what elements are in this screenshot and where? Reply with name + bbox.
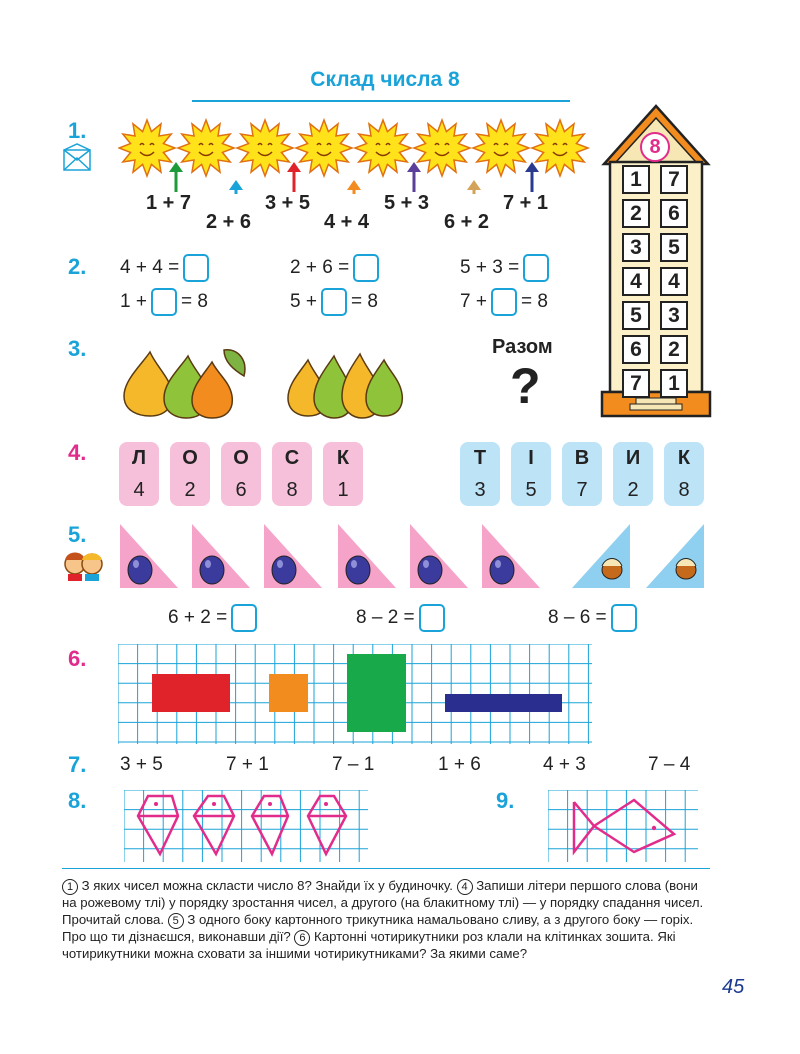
card-number: 1: [337, 478, 349, 501]
sum-6-2: 6 + 2: [444, 211, 490, 233]
task-number-5: 5.: [68, 522, 87, 547]
card-number: 5: [525, 478, 537, 501]
answer-box[interactable]: [491, 288, 517, 316]
children-icon: [62, 546, 104, 582]
plum-triangle: [264, 524, 322, 588]
sum-2-6: 2 + 6: [206, 211, 252, 233]
orange-square: [269, 674, 308, 712]
plum-triangle: [410, 524, 468, 588]
letter-card: [119, 442, 159, 506]
task-number-1: 1.: [68, 118, 87, 143]
letter-card: [323, 442, 363, 506]
task-number-2: 2.: [68, 254, 87, 279]
equation-5-2: 8 – 2 =: [356, 604, 445, 632]
answer-box[interactable]: [523, 254, 549, 282]
expression: 7 – 4: [648, 754, 691, 775]
equation-2-3: 5 + 3 =: [460, 254, 549, 282]
expression: 4 + 3: [543, 754, 586, 775]
pear-icon: [366, 360, 402, 416]
card-letter: І: [528, 446, 534, 469]
sum-3-5: 3 + 5: [265, 192, 311, 214]
task-number-3: 3.: [68, 336, 87, 361]
letter-card: [221, 442, 261, 506]
letter-card: [664, 442, 704, 506]
nut-triangle: [646, 524, 704, 588]
sum-1-7: 1 + 7: [146, 192, 192, 214]
arrow-icon: [407, 162, 421, 192]
together-label: Разом: [492, 336, 553, 358]
card-letter: О: [182, 446, 198, 469]
equation-2-5: 5 + = 8: [290, 288, 378, 316]
house-cell: 7: [622, 369, 650, 398]
pear-icon: [192, 362, 232, 418]
grid-kites: [124, 790, 368, 862]
house-cell: 2: [660, 335, 688, 364]
card-number: 7: [576, 478, 588, 501]
arrow-icon: [169, 162, 183, 192]
house-cell: 2: [622, 199, 650, 228]
card-number: 2: [184, 478, 196, 501]
answer-box[interactable]: [321, 288, 347, 316]
footnote-divider: [62, 868, 710, 869]
plum-triangle: [482, 524, 540, 588]
grid-fish: [548, 790, 698, 862]
arrow-icon: [525, 162, 539, 192]
house-cell: 3: [660, 301, 688, 330]
equation-5-1: 6 + 2 =: [168, 604, 257, 632]
grid-quadrilaterals: [118, 644, 594, 744]
house-cell: 3: [622, 233, 650, 262]
triangle-row: [116, 520, 706, 592]
letter-card: [460, 442, 500, 506]
card-number: 6: [235, 478, 247, 501]
green-rectangle: [347, 654, 406, 732]
house-cell: 1: [622, 165, 650, 194]
expression: 7 + 1: [226, 754, 269, 775]
page-title: Склад числа 8: [310, 68, 460, 91]
card-number: 2: [627, 478, 639, 501]
answer-box[interactable]: [231, 604, 257, 632]
letter-card: [562, 442, 602, 506]
house-cell: 5: [660, 233, 688, 262]
equation-5-3: 8 – 6 =: [548, 604, 637, 632]
plum-triangle: [192, 524, 250, 588]
card-letter: И: [625, 446, 641, 469]
sum-7-1: 7 + 1: [503, 192, 549, 214]
answer-box[interactable]: [151, 288, 177, 316]
arrow-row: [118, 160, 598, 194]
expression: 3 + 5: [120, 754, 163, 775]
arrow-icon: [347, 180, 361, 194]
arrow-icon: [467, 180, 481, 194]
circled-number: 1: [62, 879, 78, 895]
plum-triangle: [338, 524, 396, 588]
house-number: 8: [640, 132, 670, 162]
title-underline: [192, 100, 570, 102]
sum-5-3: 5 + 3: [384, 192, 430, 214]
answer-box[interactable]: [353, 254, 379, 282]
question-mark: ?: [510, 358, 541, 414]
task-number-6: 6.: [68, 646, 87, 671]
card-letter: О: [233, 446, 249, 469]
house-cell: 4: [622, 267, 650, 296]
answer-box[interactable]: [183, 254, 209, 282]
leaf-icon: [224, 350, 245, 376]
card-number: 3: [474, 478, 486, 501]
red-rectangle: [152, 674, 230, 712]
card-letter: К: [336, 446, 350, 469]
task-number-8: 8.: [68, 788, 87, 813]
letter-card: [511, 442, 551, 506]
house-cell: 6: [622, 335, 650, 364]
card-number: 8: [286, 478, 298, 501]
fish-shape: [574, 800, 674, 852]
card-letter: С: [284, 446, 300, 469]
equation-2-4: 1 + = 8: [120, 288, 208, 316]
card-letter: Л: [131, 446, 147, 469]
card-number: 8: [678, 478, 690, 501]
pear-group-right: [284, 340, 408, 420]
page-number: 45: [722, 976, 745, 998]
pear-group-left: [116, 340, 246, 420]
arrow-icon: [229, 180, 243, 194]
letter-card: [272, 442, 312, 506]
card-number: 4: [133, 478, 145, 501]
envelope-icon: [62, 142, 92, 172]
task-number-9: 9.: [496, 788, 515, 813]
answer-box[interactable]: [419, 604, 445, 632]
card-letter: В: [574, 446, 590, 469]
circled-number: 5: [168, 913, 184, 929]
arrow-icon: [287, 162, 301, 192]
house-cell: 4: [660, 267, 688, 296]
equation-2-1: 4 + 4 =: [120, 254, 209, 282]
navy-rectangle: [445, 694, 562, 712]
equation-2-2: 2 + 6 =: [290, 254, 379, 282]
card-letter: К: [677, 446, 691, 469]
letter-card: [613, 442, 653, 506]
expression: 7 – 1: [332, 754, 375, 775]
task-number-4: 4.: [68, 440, 87, 465]
house-cell: 7: [660, 165, 688, 194]
plum-triangle: [120, 524, 178, 588]
nut-triangle: [572, 524, 630, 588]
letter-card: [170, 442, 210, 506]
circled-number: 6: [294, 930, 310, 946]
footnote: 1 З яких чисел можна скласти число 8? Знайди їх у будиночку. 4 Запиши літери першого слова (вони на рожевому тлі) у порядку зростання чисел, а другого (на блакитному тлі) — у порядку спадання чисел. Прочитай слова. 5 З одного боку картонного трикутника намальовано сливу, а з другого боку — горіх. Про що ти дізнаєшся, виконавши дії? 6 Картонні чотирикутники роз клали на клітинках зошита. Які чотирикутники можна сховати за іншими чотирикутниками? За якими саме?: [62, 878, 704, 961]
house-cell: 1: [660, 369, 688, 398]
equation-2-6: 7 + = 8: [460, 288, 548, 316]
house-cell: 5: [622, 301, 650, 330]
card-letter: Т: [473, 446, 487, 469]
circled-number: 4: [457, 879, 473, 895]
task-number-7: 7.: [68, 752, 87, 777]
sum-4-4: 4 + 4: [324, 211, 370, 233]
expression: 1 + 6: [438, 754, 481, 775]
answer-box[interactable]: [611, 604, 637, 632]
house-cell: 6: [660, 199, 688, 228]
